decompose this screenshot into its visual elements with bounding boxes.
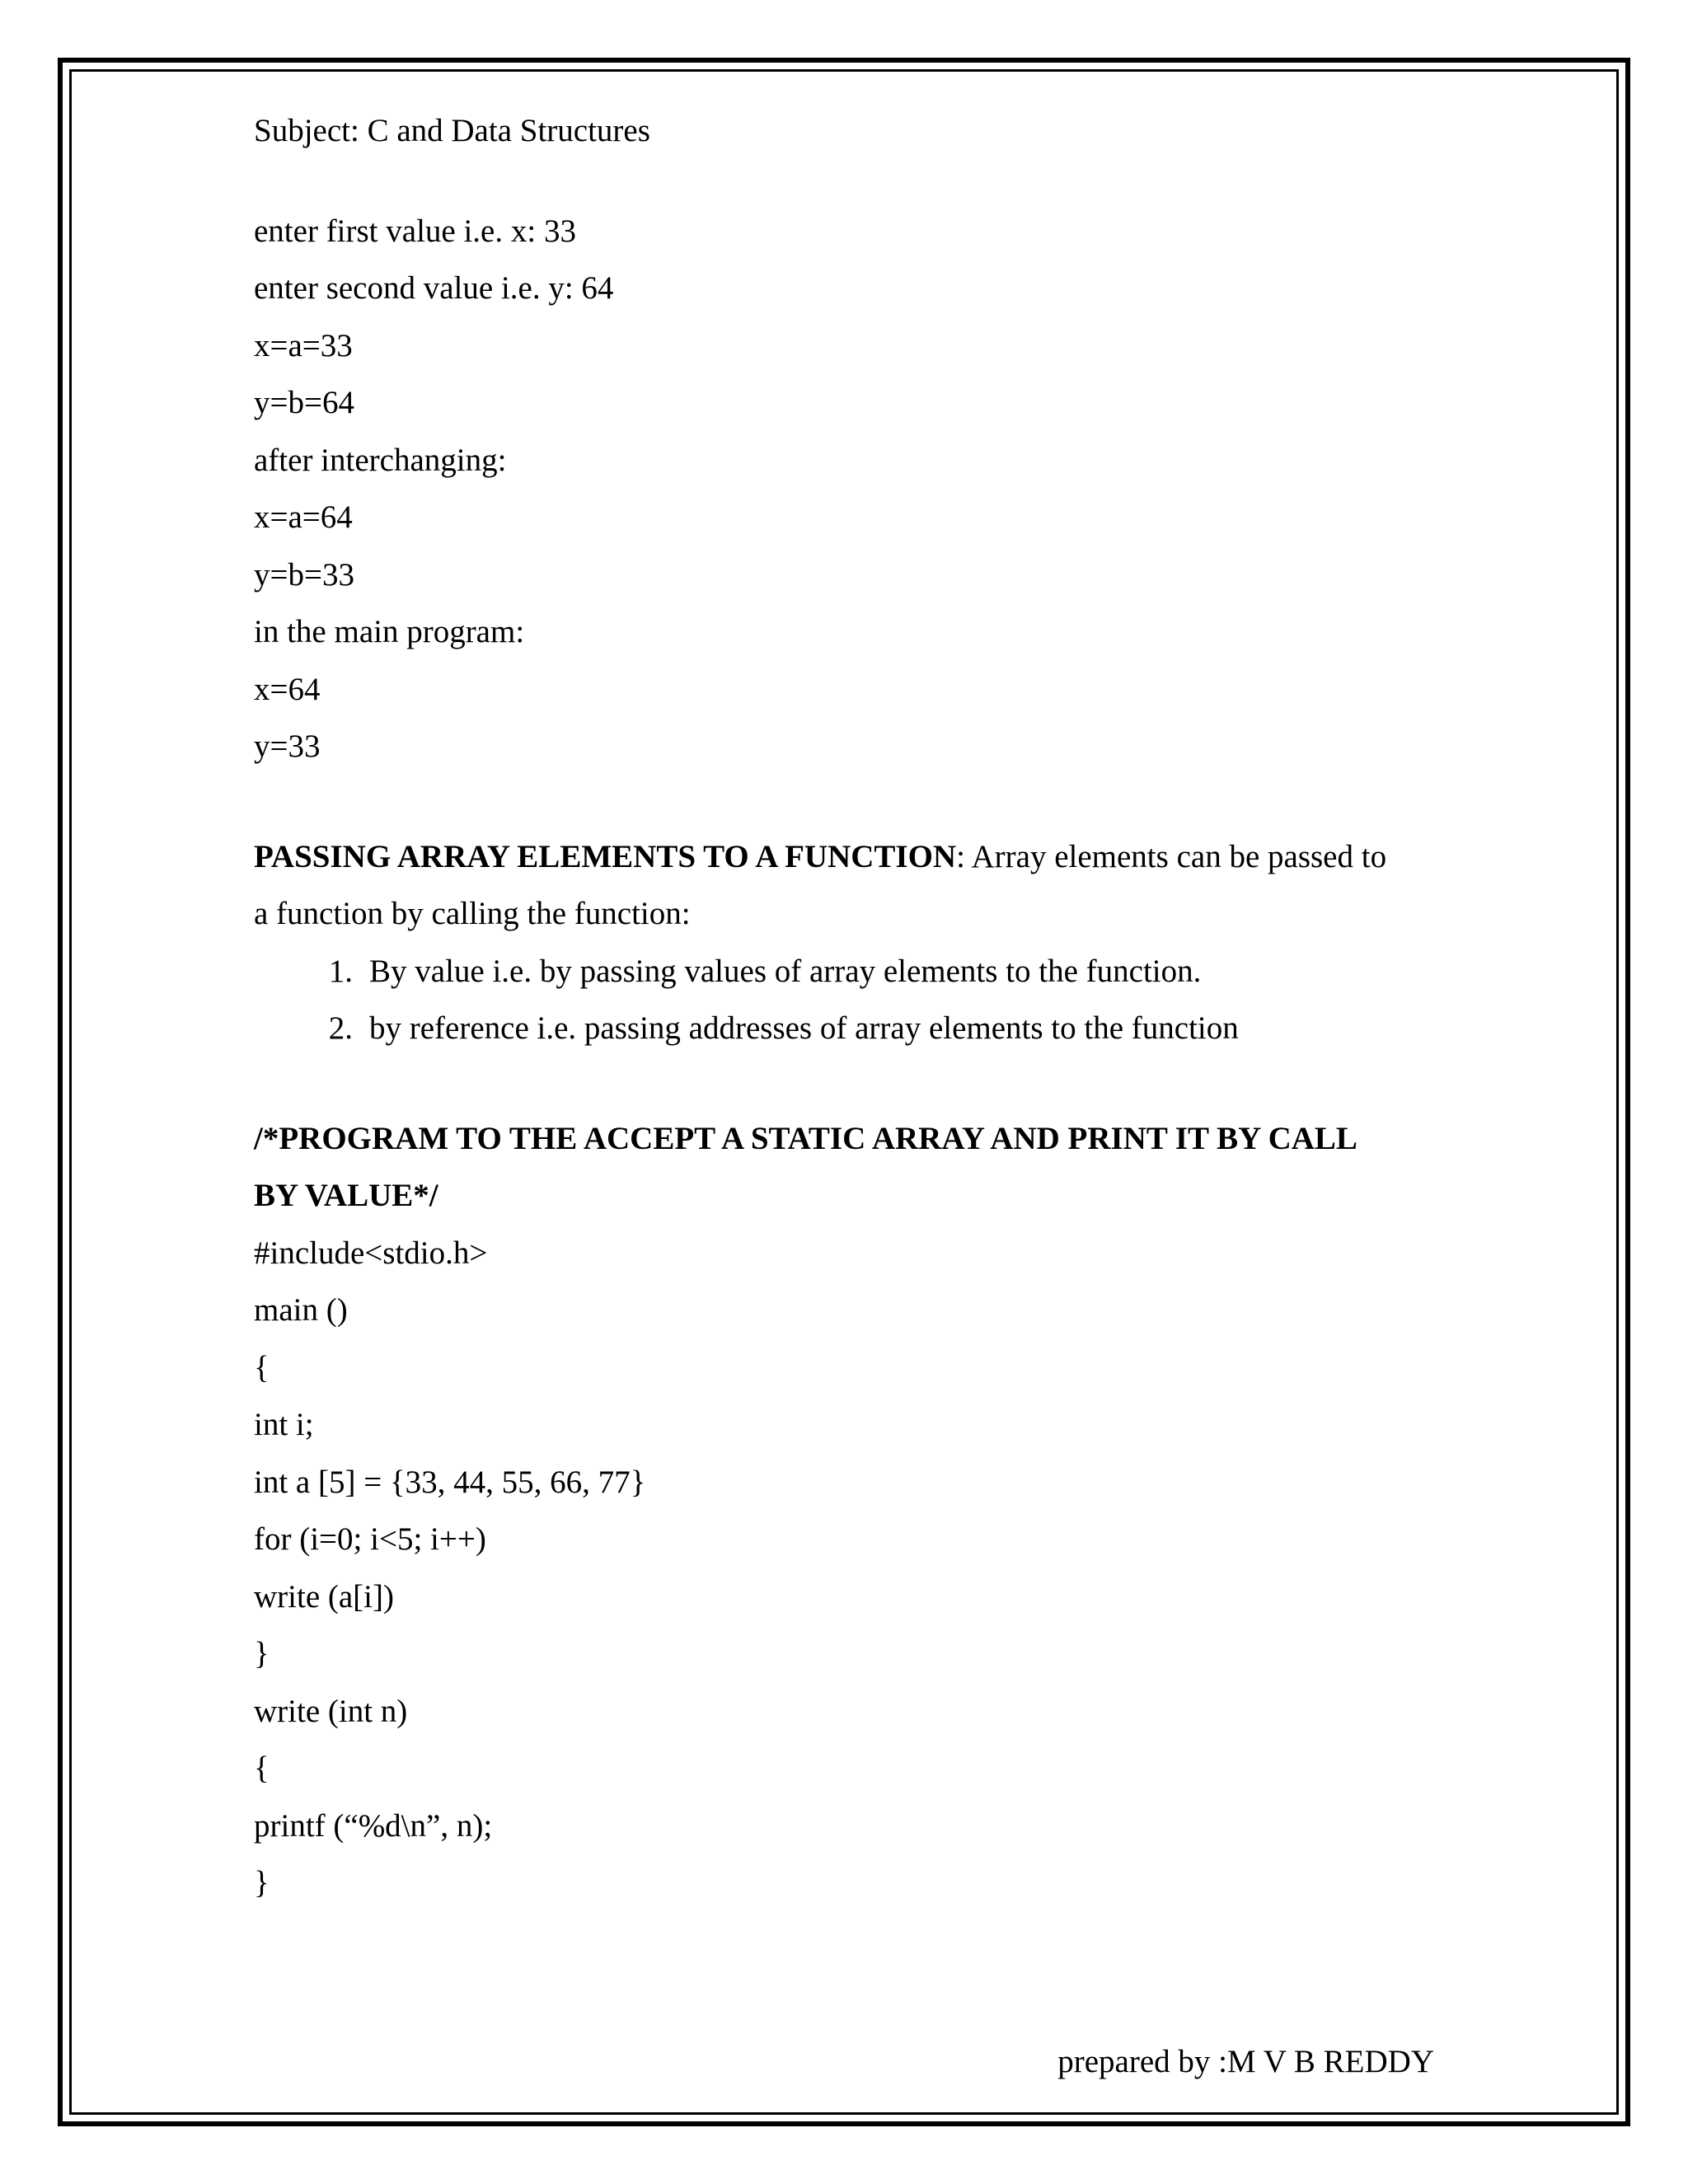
code-line: { (254, 1349, 270, 1385)
program-title-line2: BY VALUE*/ (254, 1178, 438, 1213)
code-line: int i; (254, 1407, 314, 1442)
output-line: enter first value i.e. x: 33 (254, 213, 576, 249)
array-passing-section (254, 828, 1449, 1057)
output-line: after interchanging: (254, 442, 507, 478)
section-intro (254, 828, 1449, 886)
output-line: enter second value i.e. y: 64 (254, 270, 614, 306)
code-line: write (a[i]) (254, 1578, 394, 1615)
list-item (254, 943, 1449, 1001)
code-line: #include<stdio.h> (254, 1235, 488, 1271)
list-item-number: 2. (328, 1010, 353, 1046)
code-line: int a [5] = {33, 44, 55, 66, 77} (254, 1464, 646, 1500)
program-title: /*PROGRAM TO THE ACCEPT A STATIC ARRAY AND PRINT IT BY CALL (254, 1120, 1357, 1156)
code-line: { (254, 1750, 270, 1786)
list-item-text: by reference i.e. passing addresses of array elements to the function (369, 1010, 1239, 1046)
section-intro-text: : Array elements can be passed to (956, 838, 1387, 874)
list-item-text: By value i.e. by passing values of array elements to the function. (369, 953, 1202, 989)
output-line: x=64 (254, 671, 321, 707)
code-line: } (254, 1636, 270, 1671)
output-line: x=a=64 (254, 499, 353, 535)
section-heading: PASSING ARRAY ELEMENTS TO A FUNCTION (254, 838, 957, 874)
output-line: y=b=33 (254, 556, 354, 593)
code-line: write (int n) (254, 1693, 408, 1729)
program-listing (254, 1110, 1449, 1912)
footer-prepared-by: prepared by :M V B REDDY (1057, 2044, 1434, 2079)
page-content (254, 102, 1449, 1912)
output-line: y=b=64 (254, 385, 354, 420)
program-output (254, 203, 1449, 776)
subject-header: Subject: C and Data Structures (254, 113, 650, 148)
output-line: x=a=33 (254, 327, 353, 363)
passing-methods-list (254, 943, 1449, 1057)
output-line: in the main program: (254, 614, 525, 649)
code-line: for (i=0; i<5; i++) (254, 1521, 486, 1557)
code-line: printf (“%d\n”, n); (254, 1807, 493, 1844)
code-line: main () (254, 1292, 348, 1328)
section-intro-line2: a function by calling the function: (254, 896, 691, 931)
list-item (254, 1000, 1449, 1057)
list-item-number: 1. (328, 953, 353, 989)
output-line: y=33 (254, 729, 321, 764)
code-line: } (254, 1865, 270, 1900)
